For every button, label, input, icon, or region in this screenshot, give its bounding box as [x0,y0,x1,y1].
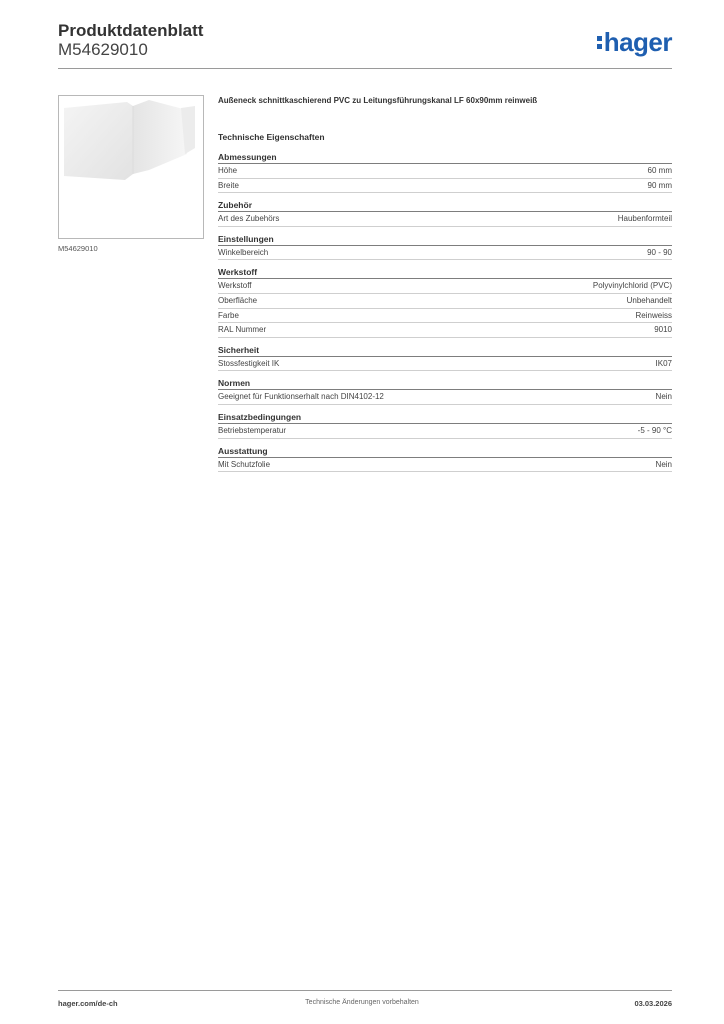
footer-website: hager.com/de-ch [58,999,118,1008]
property-value: -5 - 90 °C [637,425,672,435]
property-row [218,246,672,261]
property-group [218,412,672,439]
footer-date: 03.03.2026 [634,999,672,1008]
property-group [218,152,672,193]
logo-text: hager [603,27,672,57]
group-title: Ausstattung [218,446,672,458]
property-value: Reinweiss [635,310,672,320]
property-row [218,357,672,372]
property-row [218,390,672,405]
group-title: Sicherheit [218,345,672,357]
property-value: Nein [655,459,672,469]
product-image [58,95,204,239]
property-group [218,378,672,405]
property-label: Farbe [218,310,239,320]
group-title: Abmessungen [218,152,672,164]
property-label: Oberfläche [218,295,258,305]
product-title: Außeneck schnittkaschierend PVC zu Leitungsführungskanal LF 60x90mm reinweiß [218,96,538,105]
group-title: Einstellungen [218,234,672,246]
property-label: Höhe [218,166,238,175]
property-label: Art des Zubehörs [218,214,280,224]
property-value: 60 mm [647,166,672,175]
group-title: Einsatzbedingungen [218,412,672,424]
corner-fitting-icon [59,96,203,238]
product-details [218,96,672,479]
property-group [218,200,672,227]
property-value: 9010 [654,325,672,335]
property-value: Nein [655,392,672,402]
property-group [218,267,672,337]
property-value: Unbehandelt [626,295,672,305]
group-title: Normen [218,378,672,390]
property-row [218,323,672,338]
footer-notice: Technische Änderungen vorbehalten [305,999,419,1006]
property-label: Stossfestigkeit IK [218,358,280,368]
property-row [218,458,672,473]
group-title: Werkstoff [218,267,672,279]
property-label: RAL Nummer [218,325,267,335]
property-row [218,309,672,324]
footer-divider [58,990,672,991]
property-row [218,294,672,309]
group-title: Zubehör [218,200,672,212]
property-groups [218,152,672,472]
property-label: Werkstoff [218,281,252,291]
property-value: 90 mm [647,180,672,190]
property-group [218,234,672,261]
hager-logo [597,27,672,57]
page-title: Produktdatenblatt [58,21,204,40]
property-label: Winkelbereich [218,247,269,257]
property-row [218,164,672,179]
property-value: 90 - 90 [647,247,672,257]
property-label: Breite [218,180,239,190]
property-label: Betriebstemperatur [218,425,287,435]
property-row [218,212,672,227]
property-row [218,179,672,194]
property-value: Polyvinylchlorid (PVC) [592,281,672,291]
header-divider [58,68,672,69]
image-caption: M54629010 [58,244,98,253]
property-label: Mit Schutzfolie [218,459,271,469]
logo-dots-icon [597,33,602,52]
property-value: Haubenformteil [617,214,672,224]
property-label: Geeignet für Funktionserhalt nach DIN4102-12 [218,392,384,402]
property-row [218,424,672,439]
property-value: IK07 [655,358,672,368]
property-group [218,446,672,473]
property-group [218,345,672,372]
section-title: Technische Eigenschaften [218,132,325,142]
property-row [218,279,672,294]
article-number: M54629010 [58,40,148,59]
